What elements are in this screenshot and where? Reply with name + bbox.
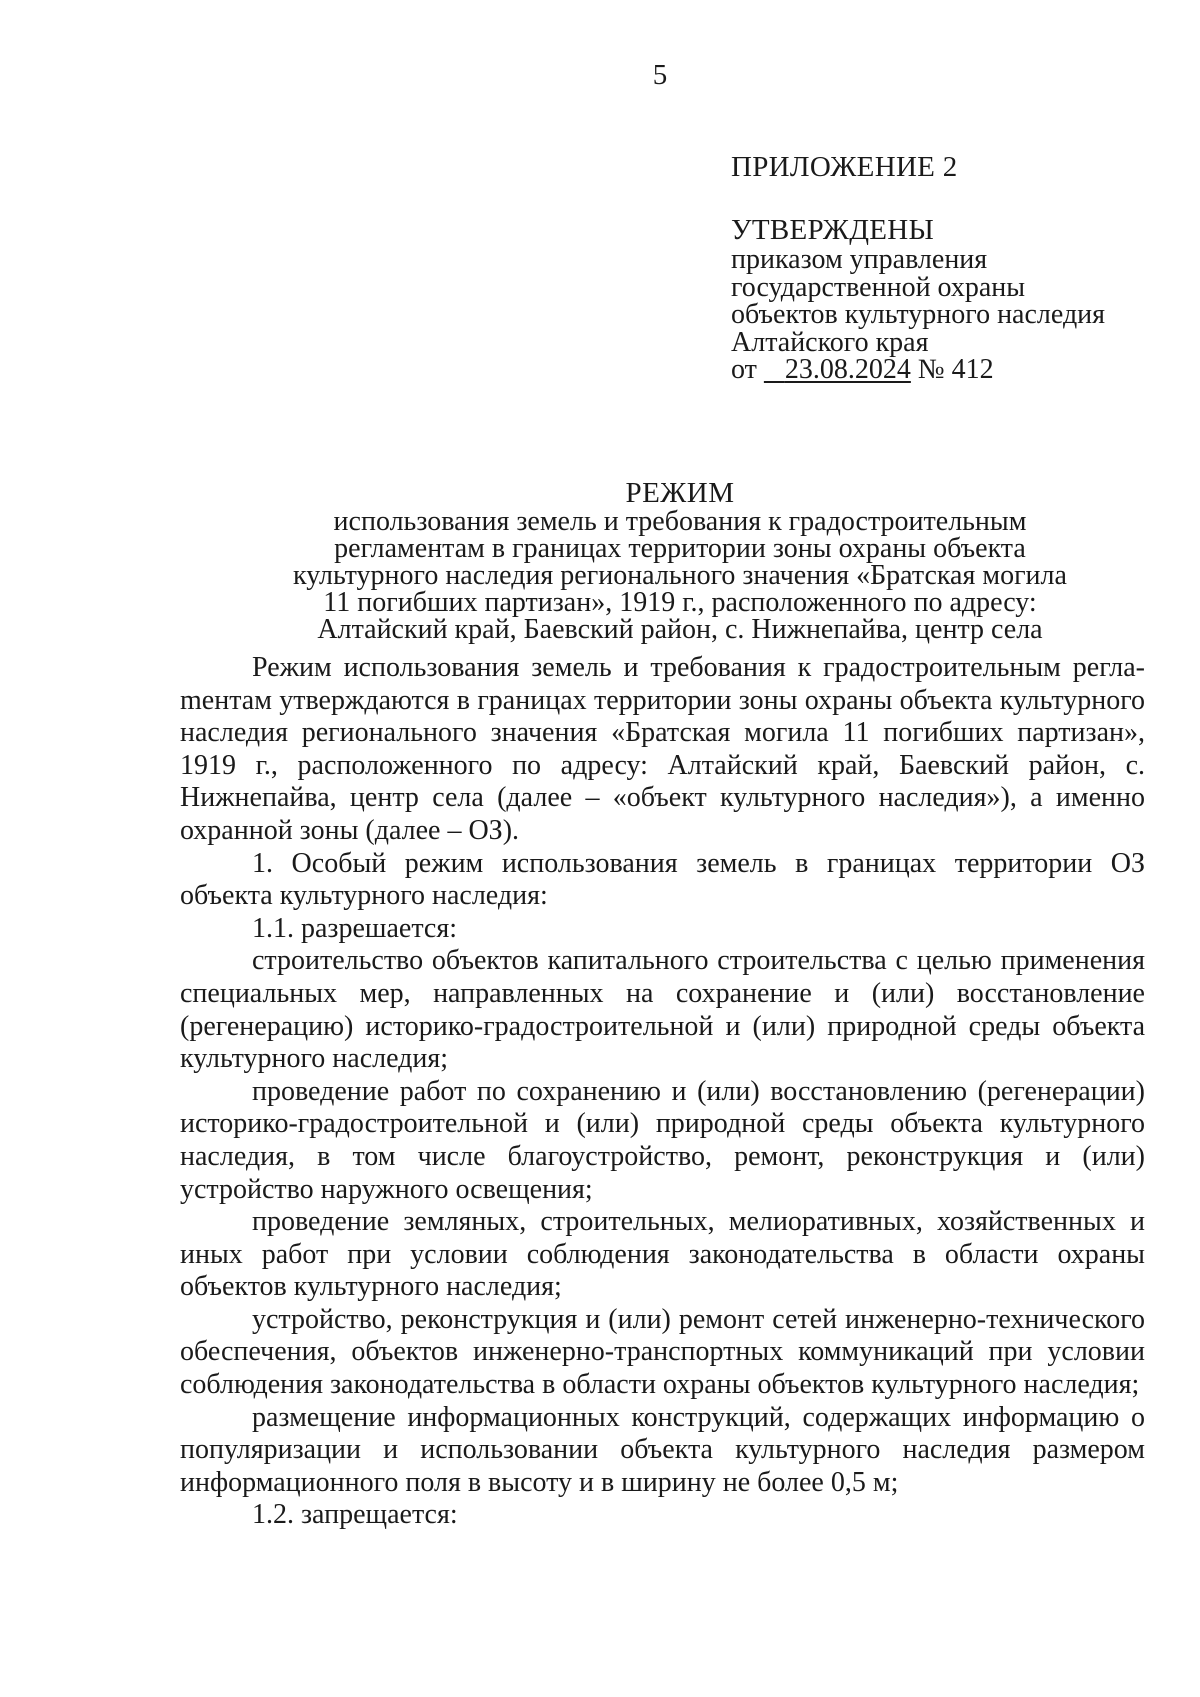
date-prefix: от [731,354,757,385]
permitted-item: строительство объектов капитального строительства с целью применения специальных мер, направленных на сохранение и (или) восстановление (регенерацию) историко-градостроительной и (или) природной среды объекта культурного наследия; [180,945,1145,1075]
document-body [180,652,1145,1532]
approval-block [731,213,1105,384]
approved-line: объектов культурного наследия [731,299,1106,330]
permitted-item: устройство, реконструкция и (или) ремонт сетей инженерно-технического обеспечения, объектов инженерно-транспортных коммуникаций при условии соблюдения законодательства в области охраны объектов культурного наследия; [180,1303,1145,1401]
approved-line: государственной охраны [731,271,1026,303]
page-number: 5 [652,59,668,91]
permitted-item: проведение земляных, строительных, мелиоративных, хозяйственных и иных работ при условии соблюдения законодательства в области охраны объектов культурного наследия; [180,1206,1145,1303]
approved-title: УТВЕРЖДЕНЫ [731,214,935,246]
document-title: РЕЖИМ [625,477,735,509]
section-1-heading: 1. Особый режим использования земель в границах территории ОЗ объекта культурного наследия: [180,847,1145,912]
document-subtitle-line: Алтайский край, Баевский район, с. Нижнепайва, центр села [317,614,1043,645]
document-subtitle-line: культурного наследия регионального значения «Братская могила [293,560,1067,591]
appendix-label: ПРИЛОЖЕНИЕ 2 [731,151,958,183]
document-subtitle-line: использования земель и требования к градостроительным [333,506,1027,537]
permitted-item: проведение работ по сохранению и (или) восстановлению (регенерации) историко-градостроительной и (или) природной среды объекта культурного наследия, в том числе благоустройство, ремонт, реконструкция и (или) устройство наружного освещения; [180,1075,1145,1205]
order-number: № 412 [917,354,994,385]
document-subtitle-line: 11 погибших партизан», 1919 г., расположенного по адресу: [323,587,1037,618]
order-date-line [731,356,1105,384]
document-title-block [180,478,1180,643]
section-1-2-heading: 1.2. запрещается: [252,1499,458,1531]
approved-line: приказом управления [731,244,988,275]
permitted-item: размещение информационных конструкций, содержащих информацию о популяризации и использовании объекта культурного наследия размером информационного поля в высоту и в ширину не более 0,5 м; [180,1401,1145,1498]
order-date-value: 23.08.2024 [784,354,911,385]
approved-line: Алтайского края [731,326,929,358]
section-1-1-heading: 1.1. разрешается: [252,912,457,944]
order-date [764,354,911,385]
document-subtitle-line: регламентам в границах территории зоны охраны объекта [334,533,1026,564]
intro-paragraph: Режим использования земель и требования к градостроительным реглаmентам утверждаются в границах территории зоны охраны объекта культурного наследия регионального значения «Братская могила 11 погибших партизан», 1919 г., расположенного по адресу: Алтайский край, Баевский район, с. Нижнепайва, центр села (далее – «объект культурного наследия»), а именно охранной зоны (далее – ОЗ). [180,652,1145,846]
